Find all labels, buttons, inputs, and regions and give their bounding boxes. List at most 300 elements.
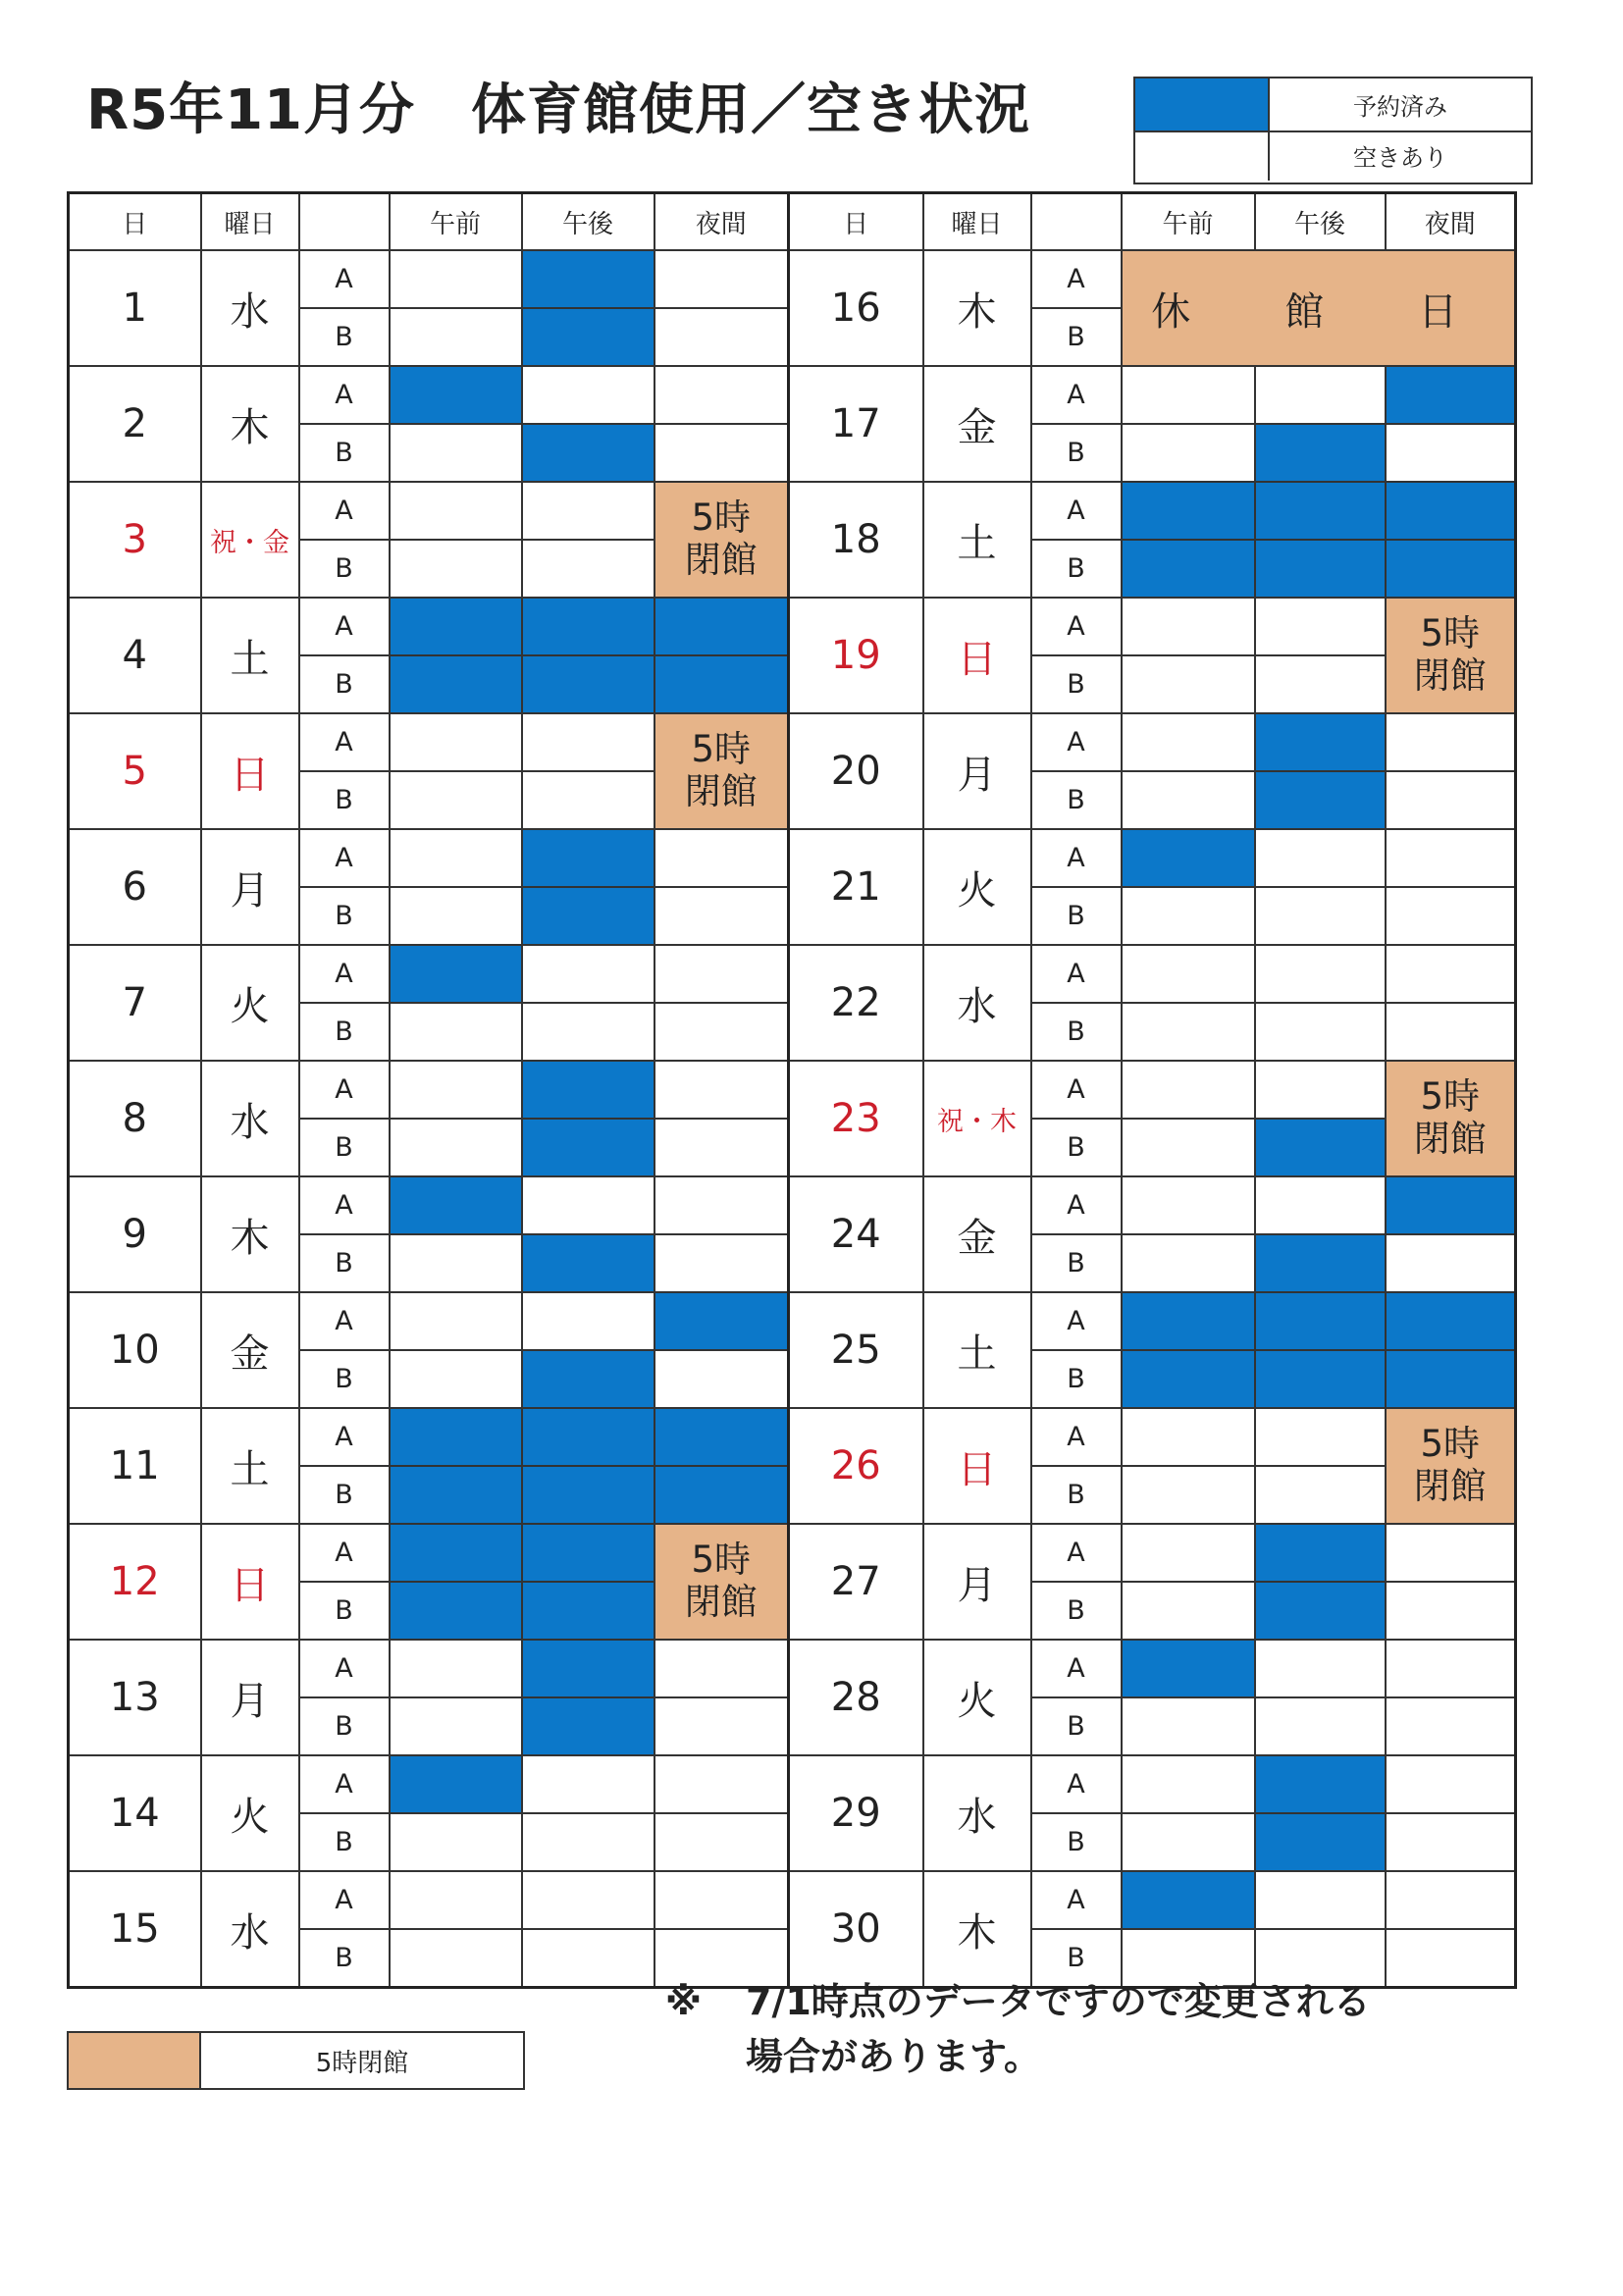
day-number: 30 (789, 1871, 923, 1988)
court-a-label: A (1031, 366, 1122, 424)
reserved-afternoon-b (522, 887, 654, 945)
day-number: 20 (789, 713, 923, 829)
weekday: 火 (201, 1755, 299, 1871)
available-morning-a (1122, 1176, 1255, 1234)
available-morning-b (1122, 1234, 1255, 1292)
available-afternoon-a (522, 366, 654, 424)
court-b-label: B (1031, 1003, 1122, 1061)
court-a-label: A (1031, 598, 1122, 655)
reserved-morning-b (390, 1466, 522, 1524)
available-morning-b (390, 1003, 522, 1061)
early-close-cell: 5時 閉館 (1386, 1408, 1516, 1524)
reserved-morning-a (1122, 1871, 1255, 1929)
table-row (69, 1524, 1516, 1582)
early-close-cell: 5時 閉館 (1386, 1061, 1516, 1176)
reserved-afternoon-b (1255, 771, 1386, 829)
available-night-a (654, 366, 789, 424)
available-afternoon-a (1255, 829, 1386, 887)
weekday: 木 (201, 366, 299, 482)
legend-early-close (67, 2031, 525, 2090)
weekday: 金 (923, 366, 1031, 482)
table-row (69, 598, 1516, 655)
weekday: 月 (923, 713, 1031, 829)
reserved-morning-a (390, 366, 522, 424)
header-court (1031, 193, 1122, 251)
available-night-b (1386, 1813, 1516, 1871)
available-night-a (1386, 1640, 1516, 1697)
header-morning: 午前 (390, 193, 522, 251)
available-morning-a (390, 250, 522, 308)
header-morning: 午前 (1122, 193, 1255, 251)
available-morning-b (1122, 1119, 1255, 1176)
available-afternoon-a (522, 482, 654, 540)
weekday: 土 (201, 1408, 299, 1524)
available-morning-b (390, 1929, 522, 1988)
court-b-label: B (299, 308, 390, 366)
page-title: R5年11月分 体育館使用／空き状況 (86, 78, 1031, 142)
table-row (69, 713, 1516, 771)
reserved-afternoon-b (1255, 1350, 1386, 1408)
reserved-afternoon-a (522, 250, 654, 308)
available-night-a (1386, 1871, 1516, 1929)
court-a-label: A (299, 829, 390, 887)
table-row (69, 1176, 1516, 1234)
reserved-afternoon-a (522, 598, 654, 655)
court-b-label: B (1031, 887, 1122, 945)
available-morning-a (1122, 1408, 1255, 1466)
reserved-night-b (654, 655, 789, 713)
court-a-label: A (299, 1871, 390, 1929)
available-morning-a (1122, 713, 1255, 771)
available-afternoon-a (1255, 598, 1386, 655)
court-a-label: A (299, 713, 390, 771)
court-a-label: A (1031, 945, 1122, 1003)
court-b-label: B (299, 1234, 390, 1292)
available-night-a (654, 1061, 789, 1119)
header-weekday: 曜日 (923, 193, 1031, 251)
header-night: 夜間 (1386, 193, 1516, 251)
available-morning-b (390, 771, 522, 829)
court-a-label: A (1031, 1871, 1122, 1929)
available-night-b (1386, 1697, 1516, 1755)
reserved-morning-b (390, 1582, 522, 1640)
court-b-label: B (1031, 655, 1122, 713)
court-b-label: B (299, 1813, 390, 1871)
court-b-label: B (1031, 1350, 1122, 1408)
available-afternoon-b (522, 1929, 654, 1988)
available-night-a (654, 250, 789, 308)
available-morning-b (1122, 771, 1255, 829)
court-a-label: A (1031, 1061, 1122, 1119)
table-row (69, 1755, 1516, 1813)
available-morning-b (1122, 1003, 1255, 1061)
available-night-a (654, 1755, 789, 1813)
day-number: 21 (789, 829, 923, 945)
reserved-afternoon-a (1255, 1755, 1386, 1813)
reserved-afternoon-b (1255, 540, 1386, 598)
day-number: 17 (789, 366, 923, 482)
weekday: 木 (201, 1176, 299, 1292)
available-afternoon-a (1255, 945, 1386, 1003)
notice-mark: ※ (665, 1980, 702, 2023)
available-afternoon-a (1255, 366, 1386, 424)
legend-reserved-swatch (1135, 78, 1270, 130)
available-morning-b (390, 1234, 522, 1292)
available-morning-b (390, 424, 522, 482)
header-afternoon: 午後 (522, 193, 654, 251)
table-row (69, 1408, 1516, 1466)
reserved-afternoon-b (1255, 424, 1386, 482)
available-night-b (654, 1003, 789, 1061)
day-number: 19 (789, 598, 923, 713)
reserved-night-a (1386, 482, 1516, 540)
available-morning-a (390, 1871, 522, 1929)
legend-early-close-swatch (69, 2033, 201, 2088)
available-night-a (654, 829, 789, 887)
day-number: 15 (69, 1871, 201, 1988)
reserved-afternoon-b (522, 1582, 654, 1640)
available-morning-b (390, 1350, 522, 1408)
reserved-morning-a (1122, 829, 1255, 887)
court-a-label: A (299, 482, 390, 540)
reserved-afternoon-b (1255, 1582, 1386, 1640)
legend-reserved-label: 予約済み (1353, 93, 1447, 121)
available-morning-a (390, 713, 522, 771)
reserved-afternoon-b (522, 1697, 654, 1755)
available-afternoon-b (1255, 1466, 1386, 1524)
available-morning-a (1122, 1524, 1255, 1582)
reserved-night-a (654, 1292, 789, 1350)
available-morning-b (1122, 1466, 1255, 1524)
available-night-b (1386, 424, 1516, 482)
reserved-night-b (1386, 540, 1516, 598)
available-morning-a (390, 1061, 522, 1119)
available-night-a (654, 1640, 789, 1697)
court-b-label: B (1031, 1582, 1122, 1640)
court-b-label: B (299, 1697, 390, 1755)
court-b-label: B (1031, 1466, 1122, 1524)
court-b-label: B (1031, 1813, 1122, 1871)
weekday: 日 (923, 1408, 1031, 1524)
available-afternoon-b (522, 540, 654, 598)
available-morning-a (390, 1640, 522, 1697)
court-b-label: B (1031, 771, 1122, 829)
schedule-table (67, 191, 1517, 1989)
available-night-b (654, 1813, 789, 1871)
available-morning-b (1122, 424, 1255, 482)
notice-line-2: 場合があります。 (746, 2035, 1041, 2078)
available-afternoon-b (1255, 887, 1386, 945)
court-a-label: A (299, 1292, 390, 1350)
court-b-label: B (299, 424, 390, 482)
table-row (69, 366, 1516, 424)
reserved-morning-a (1122, 1640, 1255, 1697)
weekday: 金 (201, 1292, 299, 1408)
available-night-b (1386, 887, 1516, 945)
day-number: 28 (789, 1640, 923, 1755)
day-number: 6 (69, 829, 201, 945)
available-morning-b (1122, 887, 1255, 945)
reserved-afternoon-b (522, 308, 654, 366)
available-night-a (1386, 1524, 1516, 1582)
court-a-label: A (299, 1524, 390, 1582)
court-a-label: A (299, 1408, 390, 1466)
early-close-cell: 5時 閉館 (654, 713, 789, 829)
reserved-morning-a (1122, 1292, 1255, 1350)
legend-early-close-label: 5時閉館 (315, 2048, 409, 2078)
available-afternoon-a (522, 713, 654, 771)
available-morning-a (390, 1292, 522, 1350)
available-morning-b (1122, 1582, 1255, 1640)
available-afternoon-a (522, 1176, 654, 1234)
day-number: 12 (69, 1524, 201, 1640)
available-morning-b (390, 540, 522, 598)
court-a-label: A (299, 250, 390, 308)
reserved-afternoon-b (522, 424, 654, 482)
early-close-cell: 5時 閉館 (1386, 598, 1516, 713)
available-afternoon-a (522, 945, 654, 1003)
weekday: 日 (201, 1524, 299, 1640)
available-afternoon-b (522, 1813, 654, 1871)
reserved-morning-a (1122, 482, 1255, 540)
weekday: 土 (923, 482, 1031, 598)
early-close-cell: 5時 閉館 (654, 482, 789, 598)
available-night-b (1386, 1929, 1516, 1988)
reserved-afternoon-a (522, 1524, 654, 1582)
weekday: 水 (201, 1871, 299, 1988)
legend-available-row (1135, 130, 1531, 181)
reserved-afternoon-a (522, 1640, 654, 1697)
reserved-afternoon-b (522, 1466, 654, 1524)
weekday: 日 (201, 713, 299, 829)
reserved-afternoon-b (522, 1119, 654, 1176)
available-night-b (654, 1350, 789, 1408)
court-b-label: B (299, 655, 390, 713)
closed-day-cell: 休 館 日 (1122, 250, 1516, 366)
weekday: 日 (923, 598, 1031, 713)
header-afternoon: 午後 (1255, 193, 1386, 251)
reserved-night-a (1386, 1292, 1516, 1350)
weekday: 祝・木 (923, 1061, 1031, 1176)
court-b-label: B (299, 771, 390, 829)
court-b-label: B (1031, 1234, 1122, 1292)
reserved-afternoon-a (522, 1061, 654, 1119)
weekday: 祝・金 (201, 482, 299, 598)
court-b-label: B (299, 1582, 390, 1640)
available-afternoon-a (522, 1755, 654, 1813)
legend-available-label: 空きあり (1353, 144, 1447, 172)
reserved-night-a (1386, 366, 1516, 424)
court-b-label: B (1031, 1697, 1122, 1755)
weekday: 木 (923, 250, 1031, 366)
reserved-afternoon-a (522, 829, 654, 887)
court-b-label: B (1031, 1119, 1122, 1176)
court-a-label: A (1031, 482, 1122, 540)
table-row (69, 1292, 1516, 1350)
available-afternoon-b (522, 771, 654, 829)
weekday: 土 (201, 598, 299, 713)
day-number: 24 (789, 1176, 923, 1292)
day-number: 5 (69, 713, 201, 829)
legend-reserved-row (1135, 78, 1531, 132)
court-b-label: B (299, 1003, 390, 1061)
weekday: 火 (923, 1640, 1031, 1755)
day-number: 1 (69, 250, 201, 366)
court-b-label: B (299, 887, 390, 945)
court-a-label: A (1031, 1176, 1122, 1234)
header-night: 夜間 (654, 193, 789, 251)
reserved-night-b (1386, 1350, 1516, 1408)
reserved-morning-b (1122, 1350, 1255, 1408)
court-b-label: B (299, 540, 390, 598)
notice (665, 1974, 1371, 2084)
reserved-afternoon-a (1255, 1292, 1386, 1350)
day-number: 22 (789, 945, 923, 1061)
available-night-b (654, 1234, 789, 1292)
available-night-a (1386, 945, 1516, 1003)
day-number: 25 (789, 1292, 923, 1408)
early-close-cell: 5時 閉館 (654, 1524, 789, 1640)
table-row (69, 1061, 1516, 1119)
legend-top (1133, 77, 1533, 184)
available-morning-a (390, 482, 522, 540)
court-a-label: A (1031, 250, 1122, 308)
header-court (299, 193, 390, 251)
available-afternoon-a (1255, 1176, 1386, 1234)
reserved-afternoon-a (1255, 713, 1386, 771)
available-morning-b (390, 1119, 522, 1176)
available-night-b (1386, 1003, 1516, 1061)
available-afternoon-a (522, 1292, 654, 1350)
day-number: 8 (69, 1061, 201, 1176)
notice-line-1: ※ 7/1時点のデータですので変更される (665, 1974, 1371, 2029)
weekday: 水 (201, 250, 299, 366)
available-morning-a (1122, 366, 1255, 424)
reserved-afternoon-b (522, 1234, 654, 1292)
available-afternoon-b (1255, 1003, 1386, 1061)
available-night-a (1386, 829, 1516, 887)
day-number: 13 (69, 1640, 201, 1755)
reserved-night-a (1386, 1176, 1516, 1234)
available-morning-b (390, 887, 522, 945)
reserved-morning-a (390, 1176, 522, 1234)
available-night-b (654, 308, 789, 366)
court-a-label: A (1031, 713, 1122, 771)
available-morning-b (390, 308, 522, 366)
reserved-morning-a (390, 598, 522, 655)
header-day: 日 (69, 193, 201, 251)
court-a-label: A (299, 598, 390, 655)
day-number: 4 (69, 598, 201, 713)
court-b-label: B (1031, 540, 1122, 598)
weekday: 金 (923, 1176, 1031, 1292)
available-morning-b (1122, 655, 1255, 713)
table-header-row (69, 193, 1516, 251)
court-b-label: B (299, 1929, 390, 1988)
reserved-afternoon-b (522, 1350, 654, 1408)
table-row (69, 250, 1516, 308)
court-a-label: A (299, 366, 390, 424)
available-afternoon-b (1255, 655, 1386, 713)
day-number: 11 (69, 1408, 201, 1524)
available-night-a (1386, 1755, 1516, 1813)
reserved-night-b (654, 1466, 789, 1524)
weekday: 火 (923, 829, 1031, 945)
weekday: 水 (923, 945, 1031, 1061)
day-number: 2 (69, 366, 201, 482)
court-a-label: A (299, 945, 390, 1003)
weekday: 水 (923, 1755, 1031, 1871)
header-weekday: 曜日 (201, 193, 299, 251)
reserved-morning-b (390, 655, 522, 713)
table-row (69, 945, 1516, 1003)
available-night-a (1386, 713, 1516, 771)
available-afternoon-a (1255, 1408, 1386, 1466)
available-morning-a (1122, 1755, 1255, 1813)
reserved-afternoon-b (1255, 1813, 1386, 1871)
available-morning-a (1122, 598, 1255, 655)
weekday: 木 (923, 1871, 1031, 1988)
reserved-afternoon-b (1255, 1234, 1386, 1292)
court-b-label: B (299, 1119, 390, 1176)
day-number: 7 (69, 945, 201, 1061)
court-b-label: B (1031, 1929, 1122, 1988)
court-a-label: A (1031, 1292, 1122, 1350)
reserved-afternoon-a (1255, 1524, 1386, 1582)
available-night-b (1386, 1234, 1516, 1292)
available-night-a (654, 1871, 789, 1929)
available-afternoon-b (522, 1003, 654, 1061)
weekday: 火 (201, 945, 299, 1061)
court-a-label: A (299, 1755, 390, 1813)
court-a-label: A (299, 1176, 390, 1234)
day-number: 10 (69, 1292, 201, 1408)
weekday: 水 (201, 1061, 299, 1176)
weekday: 月 (201, 1640, 299, 1755)
court-a-label: A (299, 1640, 390, 1697)
weekday: 土 (923, 1292, 1031, 1408)
available-night-b (654, 1119, 789, 1176)
day-number: 16 (789, 250, 923, 366)
available-afternoon-a (1255, 1640, 1386, 1697)
available-night-b (654, 1697, 789, 1755)
available-afternoon-b (1255, 1697, 1386, 1755)
court-a-label: A (1031, 1408, 1122, 1466)
table-row (69, 1640, 1516, 1697)
available-night-b (654, 887, 789, 945)
available-morning-a (1122, 945, 1255, 1003)
reserved-morning-b (1122, 540, 1255, 598)
reserved-night-a (654, 1408, 789, 1466)
available-night-a (654, 945, 789, 1003)
court-b-label: B (299, 1466, 390, 1524)
available-morning-b (1122, 1697, 1255, 1755)
reserved-morning-a (390, 1755, 522, 1813)
day-number: 23 (789, 1061, 923, 1176)
day-number: 26 (789, 1408, 923, 1524)
available-afternoon-a (1255, 1061, 1386, 1119)
available-afternoon-a (522, 1871, 654, 1929)
reserved-afternoon-b (1255, 1119, 1386, 1176)
reserved-morning-a (390, 945, 522, 1003)
available-morning-b (390, 1697, 522, 1755)
available-morning-a (390, 829, 522, 887)
available-morning-b (1122, 1813, 1255, 1871)
court-a-label: A (1031, 1755, 1122, 1813)
court-a-label: A (299, 1061, 390, 1119)
reserved-afternoon-a (522, 1408, 654, 1466)
court-a-label: A (1031, 829, 1122, 887)
